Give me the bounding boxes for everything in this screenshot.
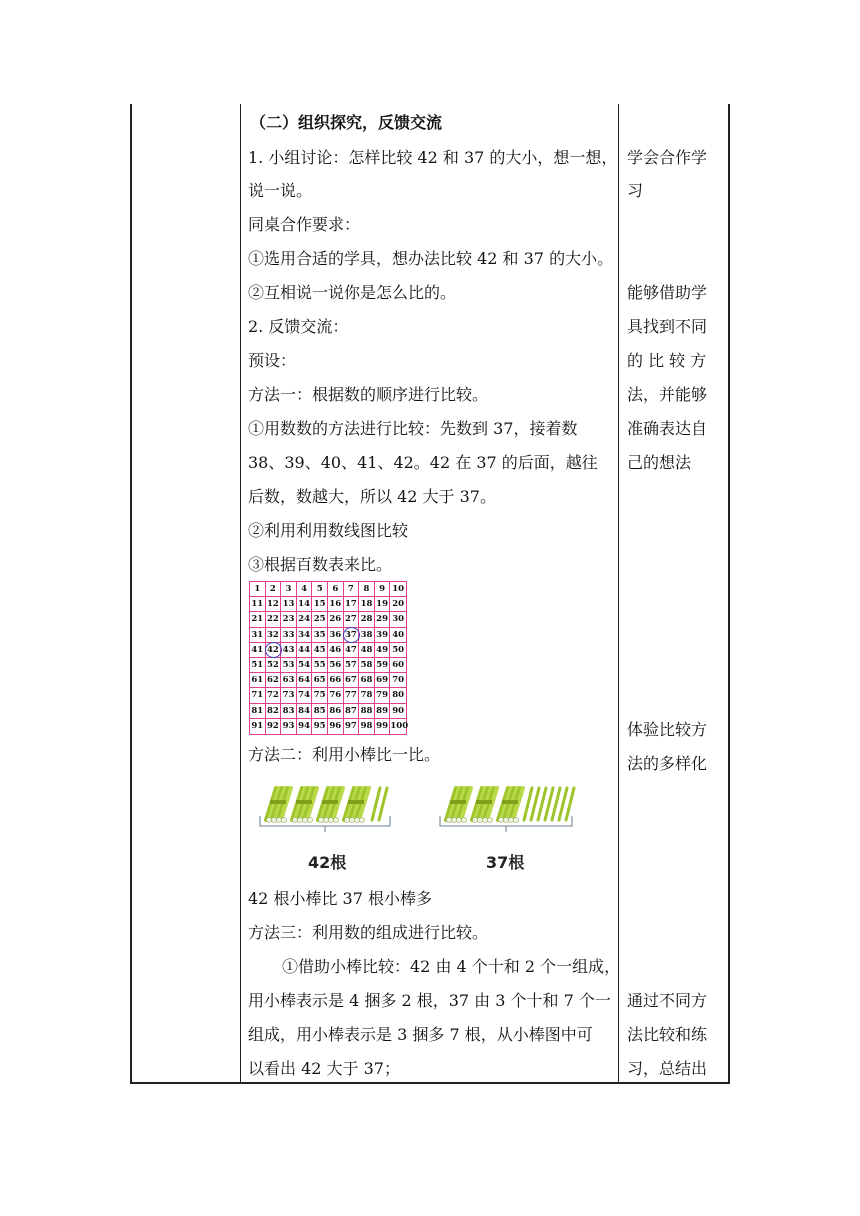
hundred-chart-cell: 6: [328, 582, 344, 597]
hundred-chart-cell: 3: [281, 582, 297, 597]
hundred-chart-cell: 76: [328, 688, 344, 703]
hundred-chart-cell: 54: [297, 658, 313, 673]
stick-bundle: [318, 788, 343, 823]
note2-line6: 己的想法: [627, 453, 692, 472]
hundred-chart-cell: 27: [344, 612, 360, 627]
hundred-chart-cell: 36: [328, 628, 344, 643]
hundred-chart-cell: 80: [390, 688, 406, 703]
stick-bundle: [472, 788, 497, 823]
hundred-chart-cell: 43: [281, 643, 297, 658]
hundred-chart-cell: 2: [266, 582, 282, 597]
item2-title: 2. 反馈交流：: [248, 317, 349, 336]
hundred-chart-cell: 26: [328, 612, 344, 627]
hundred-chart-cell: 85: [312, 704, 328, 719]
hundred-chart-cell: 46: [328, 643, 344, 658]
hundred-chart-cell: 42: [266, 643, 282, 658]
hundred-chart-cell: 69: [375, 673, 391, 688]
hundred-chart-cell: 21: [250, 612, 266, 627]
hundred-chart-cell: 60: [390, 658, 406, 673]
hundred-chart-cell: 18: [359, 597, 375, 612]
hundred-chart-cell: 25: [312, 612, 328, 627]
hundred-chart: [249, 581, 407, 735]
hundred-chart-cell: 70: [390, 673, 406, 688]
hundred-chart-cell: 7: [344, 582, 360, 597]
hundred-chart-cell: 17: [344, 597, 360, 612]
method3-line2: 用小棒表示是 4 捆多 2 根，37 由 3 个十和 7 个一: [248, 991, 611, 1010]
hundred-chart-cell: 96: [328, 719, 344, 734]
hundred-chart-cell: 66: [328, 673, 344, 688]
circled-number-marker: [343, 627, 360, 643]
hundred-chart-cell: 91: [250, 719, 266, 734]
hundred-chart-cell: 62: [266, 673, 282, 688]
table-divider-1: [240, 104, 241, 1084]
hundred-chart-cell: 50: [390, 643, 406, 658]
method1-title: 方法一：根据数的顺序进行比较。: [248, 385, 489, 404]
hundred-chart-cell: 94: [297, 719, 313, 734]
hundred-chart-cell: 9: [375, 582, 391, 597]
hundred-chart-cell: 31: [250, 628, 266, 643]
requirement-2: ②互相说一说你是怎么比的。: [248, 283, 457, 302]
hundred-chart-cell: 13: [281, 597, 297, 612]
hundred-chart-cell: 99: [375, 719, 391, 734]
note2-line2: 具找到不同: [627, 317, 708, 336]
hundred-chart-cell: 87: [344, 704, 360, 719]
hundred-chart-cell: 38: [359, 628, 375, 643]
note3-line2: 法的多样化: [627, 754, 708, 773]
hundred-chart-cell: 52: [266, 658, 282, 673]
hundred-chart-cell: 30: [390, 612, 406, 627]
compare-result: 42 根小棒比 37 根小棒多: [248, 889, 432, 908]
hundred-chart-cell: 83: [281, 704, 297, 719]
hundred-chart-cell: 77: [344, 688, 360, 703]
hundred-chart-cell: 68: [359, 673, 375, 688]
sticks-right-label: 37根: [486, 853, 525, 872]
hundred-chart-cell: 63: [281, 673, 297, 688]
hundred-chart-cell: 65: [312, 673, 328, 688]
method3-line3: 组成，用小棒表示是 3 捆多 7 根，从小棒图中可: [248, 1025, 593, 1044]
hundred-chart-cell: 89: [375, 704, 391, 719]
hundred-chart-cell: 20: [390, 597, 406, 612]
note2-line4: 法，并能够: [627, 385, 708, 404]
note2-line1: 能够借助学: [627, 283, 708, 302]
hundred-chart-cell: 95: [312, 719, 328, 734]
hundred-chart-cell: 53: [281, 658, 297, 673]
hundred-chart-cell: 39: [375, 628, 391, 643]
hundred-chart-cell: 47: [344, 643, 360, 658]
note1-line1: 学会合作学: [627, 148, 708, 167]
hundred-chart-cell: 14: [297, 597, 313, 612]
hundred-chart-cell: 74: [297, 688, 313, 703]
hundred-chart-cell: 51: [250, 658, 266, 673]
hundred-chart-cell: 15: [312, 597, 328, 612]
hundred-chart-cell: 81: [250, 704, 266, 719]
method1a-line1: ①用数数的方法进行比较：先数到 37，接着数: [248, 419, 578, 438]
note2-line5: 准确表达自: [627, 419, 708, 438]
method3-line4: 以看出 42 大于 37；: [248, 1059, 400, 1078]
hundred-chart-cell: 73: [281, 688, 297, 703]
hundred-chart-cell: 82: [266, 704, 282, 719]
hundred-chart-cell: 34: [297, 628, 313, 643]
item1-line1: 1. 小组讨论：怎样比较 42 和 37 的大小，想一想，: [248, 148, 618, 167]
hundred-chart-cell: 67: [344, 673, 360, 688]
stick-bundle: [292, 788, 317, 823]
method1b: ②利用利用数线图比较: [248, 521, 409, 540]
requirement-1: ①选用合适的学具，想办法比较 42 和 37 的大小。: [248, 249, 614, 268]
note4-line1: 通过不同方: [627, 991, 708, 1010]
method2-title: 方法二：利用小棒比一比。: [248, 745, 441, 764]
hundred-chart-cell: 55: [312, 658, 328, 673]
hundred-chart-cell: 97: [344, 719, 360, 734]
note4-line3: 习，总结出: [627, 1059, 708, 1078]
table-border-left: [130, 104, 132, 1084]
hundred-chart-cell: 90: [390, 704, 406, 719]
hundred-chart-cell: 100: [390, 720, 409, 731]
hundred-chart-cell: 78: [359, 688, 375, 703]
method1a-line3: 后数，数越大，所以 42 大于 37。: [248, 487, 496, 506]
hundred-chart-cell: 23: [281, 612, 297, 627]
hundred-chart-cell: 32: [266, 628, 282, 643]
requirements-title: 同桌合作要求：: [248, 215, 361, 234]
hundred-chart-cell: 22: [266, 612, 282, 627]
hundred-chart-cell: 16: [328, 597, 344, 612]
method3-title: 方法三：利用数的组成进行比较。: [248, 923, 489, 942]
method1c: ③根据百数表来比。: [248, 555, 393, 574]
hundred-chart-cell: 33: [281, 628, 297, 643]
hundred-chart-cell: 5: [312, 582, 328, 597]
hundred-chart-cell: 24: [297, 612, 313, 627]
hundred-chart-cell: 41: [250, 643, 266, 658]
hundred-chart-cell: 8: [359, 582, 375, 597]
sticks-illustration: [250, 780, 590, 840]
hundred-chart-cell: 98: [359, 719, 375, 734]
note3-line1: 体验比较方: [627, 720, 708, 739]
note1-line2: 习: [627, 181, 644, 200]
hundred-chart-cell: 19: [375, 597, 391, 612]
section-title: （二）组织探究，反馈交流: [250, 113, 443, 132]
preset-label: 预设：: [248, 351, 297, 370]
table-border-right: [728, 104, 730, 1084]
hundred-chart-cell: 57: [344, 658, 360, 673]
hundred-chart-cell: 59: [375, 658, 391, 673]
table-divider-2: [618, 104, 619, 1084]
hundred-chart-cell: 58: [359, 658, 375, 673]
hundred-chart-cell: 40: [390, 628, 406, 643]
hundred-chart-cell: 44: [297, 643, 313, 658]
hundred-chart-cell: 4: [297, 582, 313, 597]
hundred-chart-cell: 88: [359, 704, 375, 719]
hundred-chart-cell: 10: [390, 582, 406, 597]
hundred-chart-cell: 56: [328, 658, 344, 673]
hundred-chart-cell: 49: [375, 643, 391, 658]
hundred-chart-cell: 1: [250, 582, 266, 597]
hundred-chart-cell: 64: [297, 673, 313, 688]
method3-line1: ①借助小棒比较：42 由 4 个十和 2 个一组成，: [282, 957, 621, 976]
stick-bundle: [498, 788, 523, 823]
sticks-left-label: 42根: [308, 853, 347, 872]
stick-bundle: [446, 788, 471, 823]
hundred-chart-cell: 72: [266, 688, 282, 703]
hundred-chart-cell: 84: [297, 704, 313, 719]
note2-line3: 的 比 较 方: [627, 351, 707, 370]
item1-line2: 说一说。: [248, 181, 313, 200]
hundred-chart-cell: 35: [312, 628, 328, 643]
table-border-bottom: [130, 1082, 730, 1084]
hundred-chart-cell: 93: [281, 719, 297, 734]
hundred-chart-cell: 48: [359, 643, 375, 658]
method1a-line2: 38、39、40、41、42。42 在 37 的后面，越往: [248, 453, 598, 472]
hundred-chart-cell: 37: [344, 628, 360, 643]
hundred-chart-cell: 45: [312, 643, 328, 658]
hundred-chart-cell: 79: [375, 688, 391, 703]
stick-bundle: [344, 788, 369, 823]
hundred-chart-cell: 11: [250, 597, 266, 612]
hundred-chart-cell: 71: [250, 688, 266, 703]
stick-bundle: [266, 788, 291, 823]
hundred-chart-cell: 12: [266, 597, 282, 612]
hundred-chart-cell: 61: [250, 673, 266, 688]
circled-number-marker: [265, 642, 282, 658]
hundred-chart-cell: 29: [375, 612, 391, 627]
note4-line2: 法比较和练: [627, 1025, 708, 1044]
hundred-chart-cell: 92: [266, 719, 282, 734]
hundred-chart-cell: 28: [359, 612, 375, 627]
hundred-chart-cell: 86: [328, 704, 344, 719]
hundred-chart-cell: 75: [312, 688, 328, 703]
